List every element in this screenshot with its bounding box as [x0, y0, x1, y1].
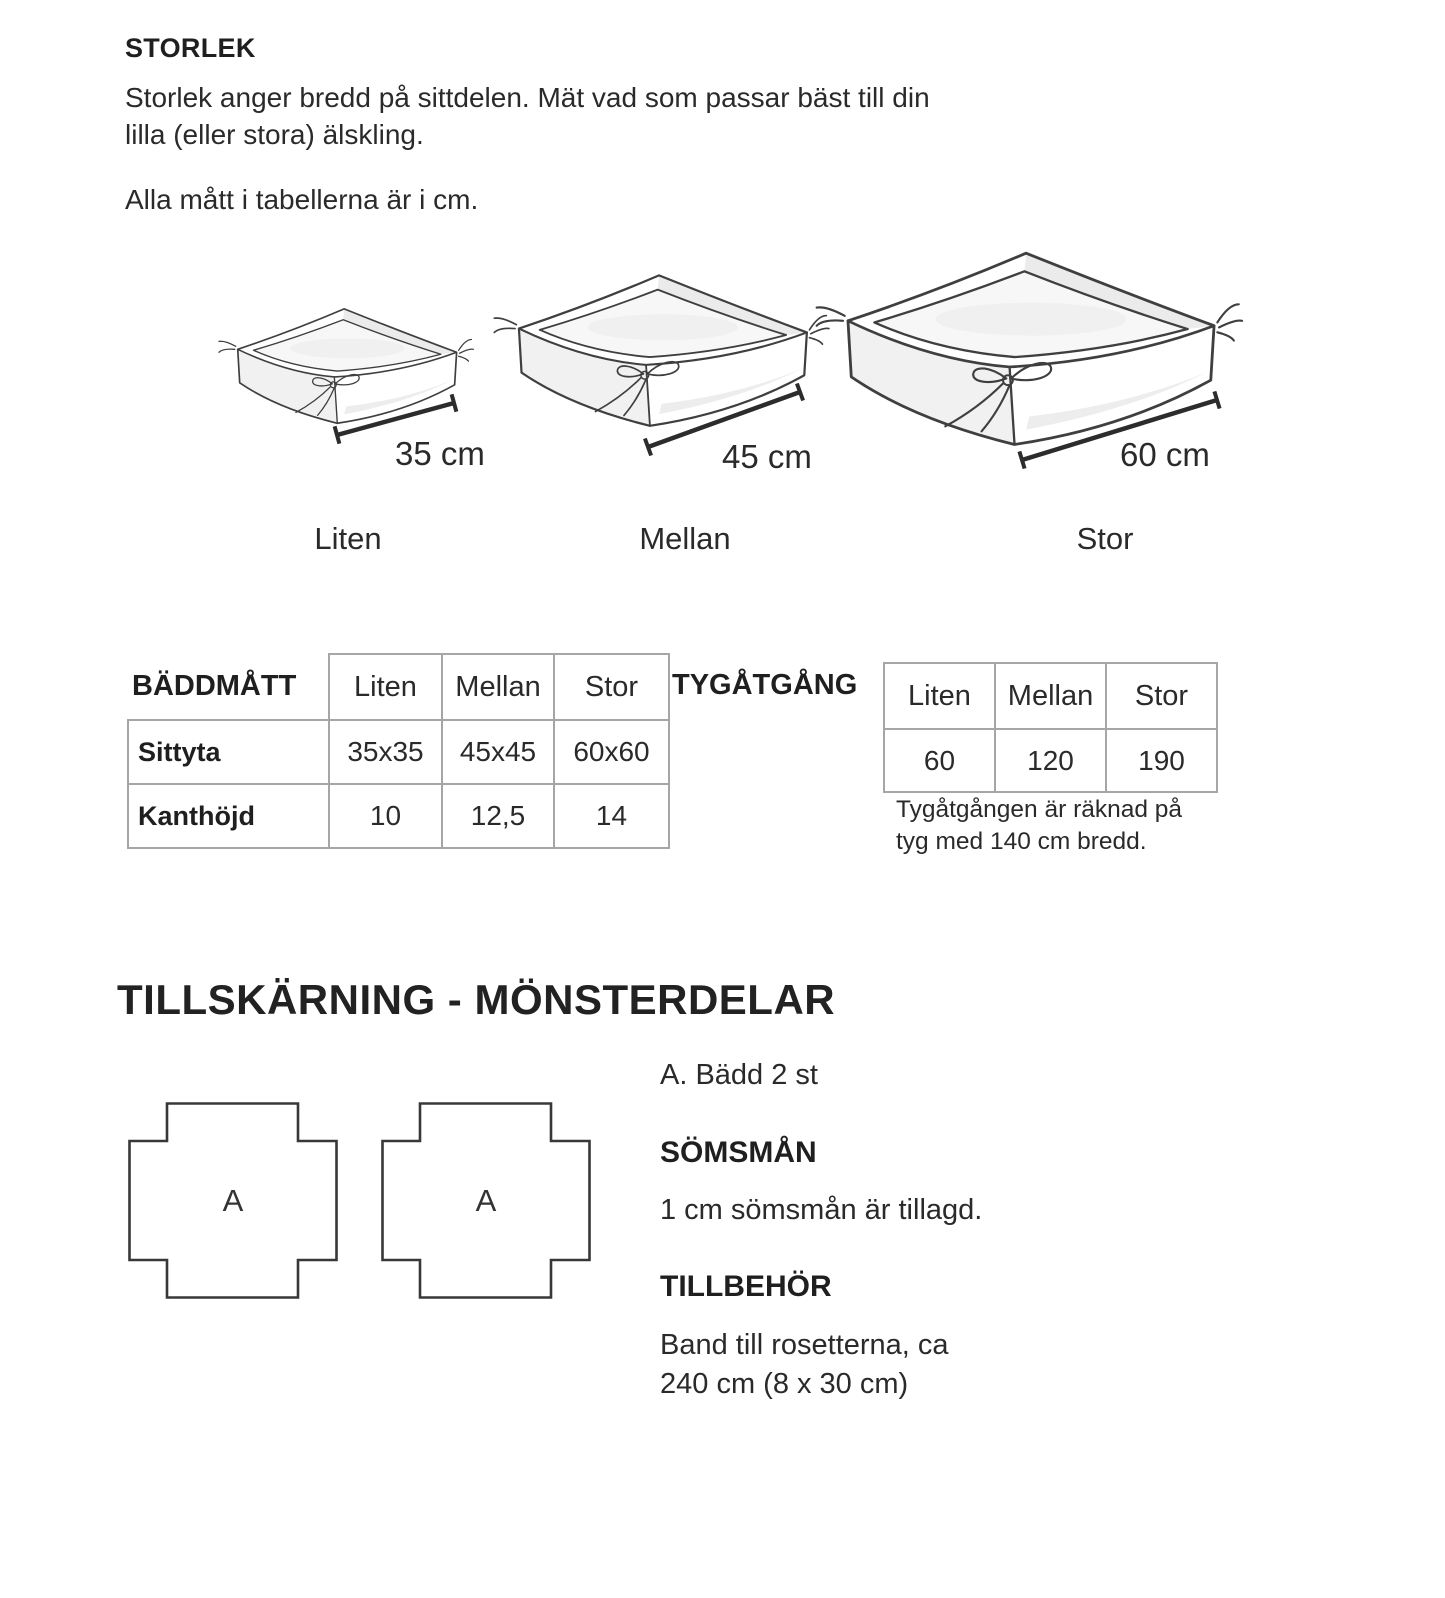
- size-label-mellan: Mellan: [639, 521, 731, 556]
- storlek-body-line1: Storlek anger bredd på sittdelen. Mät vad som passar bäst till din: [125, 82, 930, 113]
- storlek-heading: STORLEK: [125, 33, 256, 63]
- cell-tyg-mellan: 120: [995, 729, 1106, 792]
- column-header-stor: Stor: [554, 654, 669, 720]
- somsman-heading: SÖMSMÅN: [660, 1136, 817, 1169]
- pattern-piece-label: A: [222, 1182, 244, 1218]
- measure-label-mellan: 45 cm: [722, 438, 812, 475]
- tygatgang-table-title: TYGÅTGÅNG: [672, 669, 858, 701]
- tyg-column-header-stor: Stor: [1106, 663, 1217, 729]
- size-label-liten: Liten: [314, 521, 382, 556]
- table-row-kanthojd: [128, 784, 669, 848]
- tillbehor-line2: 240 cm (8 x 30 cm): [660, 1368, 909, 1400]
- tillskarning-heading: TILLSKÄRNING - MÖNSTERDELAR: [117, 976, 836, 1023]
- somsman-text: 1 cm sömsmån är tillagd.: [660, 1194, 983, 1226]
- tillbehor-heading: TILLBEHÖR: [660, 1270, 832, 1303]
- tygatgang-table: [883, 662, 1218, 793]
- tyg-column-header-liten: Liten: [884, 663, 995, 729]
- units-note: Alla mått i tabellerna är i cm.: [125, 184, 479, 215]
- tillbehor-text: [660, 1326, 949, 1404]
- cell-sittyta-liten: 35x35: [329, 720, 442, 784]
- cell-kanthojd-liten: 10: [329, 784, 442, 848]
- cell-sittyta-stor: 60x60: [554, 720, 669, 784]
- storlek-body-line2: lilla (eller stora) älskling.: [125, 119, 424, 150]
- row-label-sittyta: Sittyta: [128, 720, 329, 784]
- column-header-liten: Liten: [329, 654, 442, 720]
- cell-kanthojd-mellan: 12,5: [442, 784, 554, 848]
- cell-tyg-liten: 60: [884, 729, 995, 792]
- piece-a-description: A. Bädd 2 st: [660, 1059, 818, 1091]
- table-row-tygatgang: [884, 729, 1217, 792]
- row-label-kanthojd: Kanthöjd: [128, 784, 329, 848]
- cell-sittyta-mellan: 45x45: [442, 720, 554, 784]
- table-row-sittyta: [128, 720, 669, 784]
- column-header-mellan: Mellan: [442, 654, 554, 720]
- pattern-piece-label: A: [475, 1182, 497, 1218]
- fabric-note-line2: tyg med 140 cm bredd.: [896, 828, 1147, 855]
- fabric-note-line1: Tygåtgången är räknad på: [896, 796, 1183, 823]
- pattern-piece-a-2: [381, 1102, 591, 1299]
- cell-kanthojd-stor: 14: [554, 784, 669, 848]
- pattern-piece-a-1: [128, 1102, 338, 1299]
- bed-illustration-stor: [817, 253, 1242, 444]
- cell-tyg-stor: 190: [1106, 729, 1217, 792]
- measure-label-liten: 35 cm: [395, 435, 485, 472]
- size-label-stor: Stor: [1076, 521, 1134, 556]
- bed-illustration-mellan: [494, 275, 829, 425]
- baddmatt-table-title: BÄDDMÅTT: [132, 670, 297, 702]
- tyg-column-header-mellan: Mellan: [995, 663, 1106, 729]
- baddmatt-table: [127, 653, 670, 849]
- tillbehor-line1: Band till rosetterna, ca: [660, 1329, 949, 1361]
- measure-label-stor: 60 cm: [1120, 436, 1210, 473]
- fabric-note: [896, 794, 1182, 858]
